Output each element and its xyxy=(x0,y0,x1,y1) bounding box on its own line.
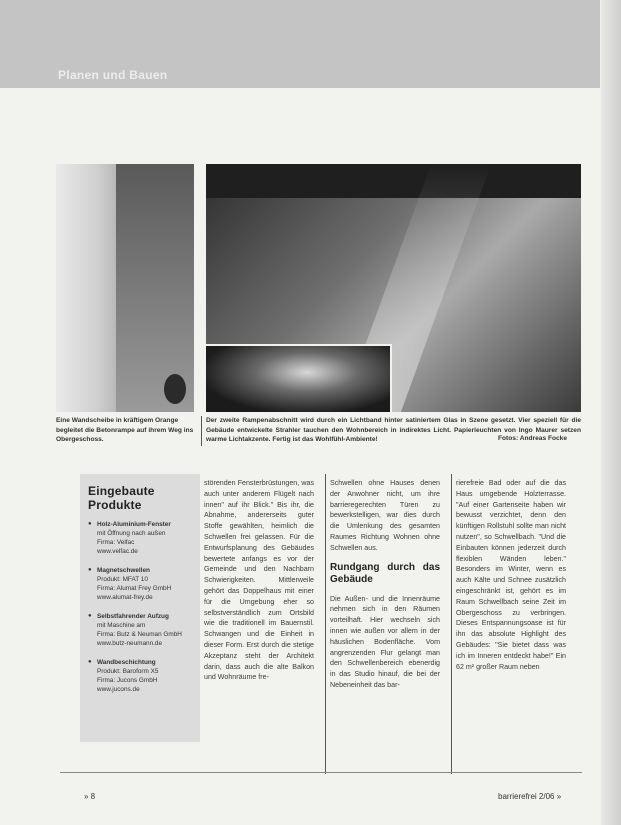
sidebar-title: Eingebaute Produkte xyxy=(88,484,155,512)
column-rule xyxy=(325,474,326,774)
issue-label: barrierefrei 2/06 » xyxy=(498,792,562,801)
body-column-1 xyxy=(204,478,314,683)
column-rule xyxy=(451,474,452,774)
footer-rule xyxy=(60,772,582,773)
subheading: Rundgang durch das Gebäude xyxy=(330,561,440,585)
page-edge xyxy=(601,0,621,825)
products-sidebar xyxy=(80,474,200,742)
product-line: Firma: Alumat Frey GmbH xyxy=(97,585,172,592)
body-text: Die Außen- und die Innenräume nehmen sich in den Räumen vorteilhaft. Hier wechseln sich innen wie außen vor allem in der häuslichen Bodenfläche. Vom angrenzenden Flur gelangt man den Schwellenbereich ebenerdig in das Studio hinauf, die bei der Nebeneinheit das bar- xyxy=(330,594,440,689)
product-item xyxy=(88,566,192,602)
photo-credit: Fotos: Andreas Focke xyxy=(498,435,568,442)
column-rule xyxy=(201,416,202,446)
product-item xyxy=(88,612,192,648)
ramp-wall xyxy=(116,164,194,412)
product-line: Produkt: Baroform X5 xyxy=(97,668,159,675)
wall-ornament xyxy=(164,374,186,404)
body-text: störenden Fensterbrüstungen, was auch unter anderem Flügelt nach innen" auf ihr Blick." Bis ihr, die Abnahme, andererseits guter Stoffe gewählten, heimlich die Schwellen frei gelassen. Für die Entwurfsplanung des Gebäudes bewertete anfangs es vor der Gemeinde und den Nachbarn Schwierigkeiten. Mittlerweile gehört das Doppelhaus mit einer für die Umgebung eher so selbstverständlich zum Ortsbild wie die traditionell im Bauernstil. Schwangen und die Einheit in dieser Form. Erst durch die stetige Akzeptanz steht der Architekt darin, dass auch die alte Balkon und Wohnräume fre- xyxy=(204,479,314,682)
product-line: www.butz-neumann.de xyxy=(97,640,163,647)
ceiling-shape xyxy=(206,164,581,198)
product-title: ● Holz-Aluminium-Fenster xyxy=(97,521,171,528)
product-item xyxy=(88,520,192,556)
body-text: rierefreie Bad oder auf die das Haus umgebende Holzterrasse. "Auf einer Gartenseite haben wir bewusst verzichtet, denn den künftigen Rollstuhl sollte man nicht nutzen", so Schwellbach. "Und die Einbauten können jederzeit durch flexiblen Wänden leben." Besonders im Winter, wenn es auch Kälte und Schnee zusätzlich eingeschränkt ist, gehört es im Raum Schwellbach seine Zeit im Obergeschoss zu verbringen. Dieses Entspannungsoase ist für ihn das absolute Highlight des Gebäudes: "Sie bietet dass was ich im Inneren entdeckt habe!" Ein 62 m² großer Raum neben xyxy=(456,479,566,671)
caption-ramp: Eine Wandscheibe in kräftigem Orange begleitet die Betonrampe auf ihrem Weg ins Obergeschoss. xyxy=(56,417,194,443)
product-line: www.alumat-frey.de xyxy=(97,594,153,601)
product-line: www.velfac.de xyxy=(97,548,138,555)
section-title: Planen und Bauen xyxy=(58,68,168,82)
page-number: » 8 xyxy=(84,792,96,801)
caption-living-area: Der zweite Rampenabschnitt wird durch ein Lichtband hinter satiniertem Glas in Szene gesetzt. Vier speziell für die Gebäude entwickelte Strahler tauchen den Wohnbereich in indirektes Licht. Papierleuchten von Ingo Maurer setzen warme Lichtakzente. Fertig ist das Wohlfühl-Ambiente! xyxy=(206,417,581,443)
product-line: mit Maschine am xyxy=(97,622,146,629)
product-item xyxy=(88,658,192,694)
product-line: www.jucons.de xyxy=(97,686,140,693)
body-text: Schwellen ohne Hauses denen der Anwohner nicht, um ihre barrieregerechten Türen zu bewerkstelligen, war dies durch die Umlenkung des gesamten Raumes Richtung Wohnen ohne Schwellen aus. xyxy=(330,479,440,552)
ramp-photo xyxy=(56,164,194,412)
product-title: ● Selbstfahrender Aufzug xyxy=(97,613,169,620)
lamp-detail-photo xyxy=(206,344,392,412)
product-title: ● Wandbeschichtung xyxy=(97,659,156,666)
body-column-2 xyxy=(330,478,440,691)
body-column-3 xyxy=(456,478,566,672)
product-line: Firma: Butz & Neuman GmbH xyxy=(97,631,182,638)
product-line: Firma: Jucons GmbH xyxy=(97,677,158,684)
product-list xyxy=(88,520,192,694)
product-line: Produkt: MFAT 10 xyxy=(97,576,148,583)
product-line: Firma: Velfac xyxy=(97,539,135,546)
product-title: ● Magnetschwellen xyxy=(97,567,150,574)
product-line: mit Öffnung nach außen xyxy=(97,530,166,537)
